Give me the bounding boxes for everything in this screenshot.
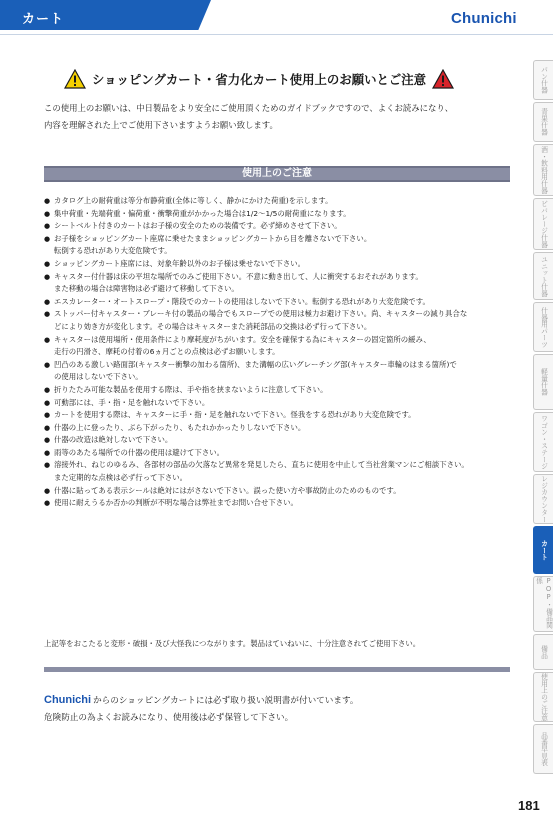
side-tab[interactable]: 備品 xyxy=(533,634,553,670)
closing-text: 上記等をおこたると変形・破損・及び大怪我につながります。製品はていねいに、十分注意されてご使用下さい。 xyxy=(44,639,421,648)
item-line: カタログ上の耐荷重は等分布静荷重(全体に等しく、静かにかけた荷重)を示します。 xyxy=(54,196,333,205)
list-item xyxy=(44,220,514,233)
list-item xyxy=(44,233,514,258)
manual-notice xyxy=(44,692,514,726)
item-line: ショッピングカート座席には、対象年齢以外のお子様は乗せないで下さい。 xyxy=(54,258,305,268)
side-tab[interactable]: パン什器 xyxy=(533,60,553,100)
item-line: 可動部には、手・指・足を触れないで下さい。 xyxy=(54,397,210,407)
item-line: 雨等のあたる場所での什器の使用は避けて下さい。 xyxy=(54,447,224,457)
list-item xyxy=(44,497,514,510)
section-bottom-bar xyxy=(44,667,510,672)
list-item xyxy=(44,422,514,435)
item-line: 使用に耐えうるか否かの判断が不明な場合は弊社までお問い合せ下さい。 xyxy=(54,498,298,508)
list-item xyxy=(44,447,514,460)
list-item xyxy=(44,258,514,271)
side-tab[interactable]: 什器用パーツ xyxy=(533,302,553,352)
item-line: エスカレーター・オートスロープ・階段でのカートの使用はしないで下さい。転倒する恐れがあり大変危険です。 xyxy=(54,296,430,306)
list-item xyxy=(44,334,514,359)
item-line: どにより効き方が変化します。その場合はキャスターまた消耗部品の交換は必ず行って下さい。 xyxy=(54,321,372,331)
notice-line: 危険防止の為よくお読みになり、使用後は必ず保管して下さい。 xyxy=(44,712,294,723)
item-line: 走行の円滑さ、摩耗の付着の6ヵ月ごとの点検は必ずお願いします。 xyxy=(54,347,280,357)
item-line: 転倒する恐れがあり大変危険です。 xyxy=(54,246,172,256)
item-line: また移動の場合は障害物は必ず避けて移動して下さい。 xyxy=(54,284,239,294)
notice-title-row xyxy=(64,68,484,90)
warning-red-icon xyxy=(432,69,454,89)
list-item xyxy=(44,409,514,422)
side-tab[interactable]: 酒・飲料用什器 xyxy=(533,144,553,196)
side-tab[interactable]: 使用上のご注意 xyxy=(533,672,553,722)
list-item xyxy=(44,271,514,296)
side-index-tabs xyxy=(533,60,553,776)
item-line: 什器に貼ってある表示シールは絶対にはがさないで下さい。誤った使い方や事故防止のためのものです。 xyxy=(54,485,401,495)
notice-title: ショッピングカート・省力化カート使用上のお願いとご注意 xyxy=(92,72,427,87)
warning-yellow-icon xyxy=(64,69,86,89)
side-tab[interactable]: POP・備品関係 xyxy=(533,576,553,632)
section-heading: 使用上のご注意 xyxy=(242,168,312,179)
notice-text: からのショッピングカートには必ず取り扱い説明書が付いています。 xyxy=(93,696,359,706)
item-line: キャスター付什器は床の平坦な場所でのみご使用下さい。不意に動き出して、人に衝突するおそれがあります。 xyxy=(54,271,423,281)
list-item xyxy=(44,195,514,208)
notice-line xyxy=(44,692,514,710)
header-rule xyxy=(0,34,553,35)
side-tab[interactable]: ユニット什器 xyxy=(533,252,553,300)
brand-logo: Chunichi xyxy=(451,10,517,27)
side-tab[interactable]: ビバレージ什器 xyxy=(533,198,553,250)
list-item xyxy=(44,308,514,333)
list-item xyxy=(44,384,514,397)
list-item xyxy=(44,296,514,309)
item-line: キャスターは使用場所・使用条件により摩耗度がちがいます。安全を確保する為にキャスターの固定箇所の緩み、 xyxy=(54,334,431,344)
side-tab[interactable]: レジカウンター xyxy=(533,474,553,524)
side-tab[interactable]: 品番早見表 xyxy=(533,724,553,774)
precaution-list xyxy=(44,195,514,510)
item-line: 溶接外れ、ねじのゆるみ、各部材の部品の欠落など異常を発見したら、直ちに使用を中止して当社営業マンにご相談下さい。 xyxy=(54,460,469,470)
side-tab-active[interactable]: カート xyxy=(533,526,553,574)
item-line: の使用はしないで下さい。 xyxy=(54,372,143,382)
side-tab[interactable]: 軽量什器 xyxy=(533,354,553,410)
item-line: カートを使用する際は、キャスターに手・指・足を触れないで下さい。怪我をする恐れがあり大変危険です。 xyxy=(54,410,416,420)
list-item xyxy=(44,359,514,384)
side-tab[interactable]: 青果什器 xyxy=(533,102,553,142)
list-item xyxy=(44,485,514,498)
item-line: 什器の上に登ったり、ぶら下がったり、もたれかかったりしないで下さい。 xyxy=(54,422,306,432)
intro-text xyxy=(44,100,514,133)
side-tab[interactable]: ワゴン・ステージ xyxy=(533,412,553,472)
list-item xyxy=(44,459,514,484)
list-item xyxy=(44,208,514,221)
section-label: カート xyxy=(22,12,65,27)
intro-line: 内容を理解された上でご使用下さいますようお願い致します。 xyxy=(44,119,278,130)
item-line: お子様をショッピングカート座席に乗せたままショッピングカートから目を離さないで下さい。 xyxy=(54,233,372,243)
intro-line: この使用上のお願いは、中日製品をより安全にご使用頂くためのガイドブックですので、よくお読みになり、 xyxy=(44,103,454,113)
item-line: 集中荷重・先端荷重・偏荷重・衝撃荷重がかかった場合は1/2～1/5の耐荷重になります。 xyxy=(54,208,351,218)
item-line: 凹凸のある激しい路面部(キャスター衝撃の加わる箇所)、また溝幅の広いグレーチング部(キャスター車輪のはまる箇所)で xyxy=(54,359,457,369)
list-item xyxy=(44,434,514,447)
item-line: ストッパー付キャスター・ブレーキ付の製品の場合でもスロープでの使用は極力お避け下さい。尚、キャスターの減り具合な xyxy=(54,309,468,319)
item-line: 折りたたみ可能な製品を使用する際は、手や指を挟まないように注意して下さい。 xyxy=(54,384,328,394)
item-line: シートベルト付きのカートはお子様の安全のための装備です。必ず締めさせて下さい。 xyxy=(54,221,342,231)
item-line: また定期的な点検は必ず行って下さい。 xyxy=(54,473,188,483)
brand-logo-inline: Chunichi xyxy=(44,694,92,706)
item-line: 什器の改造は絶対しないで下さい。 xyxy=(54,435,173,445)
list-item xyxy=(44,397,514,410)
page-number: 181 xyxy=(518,798,540,813)
